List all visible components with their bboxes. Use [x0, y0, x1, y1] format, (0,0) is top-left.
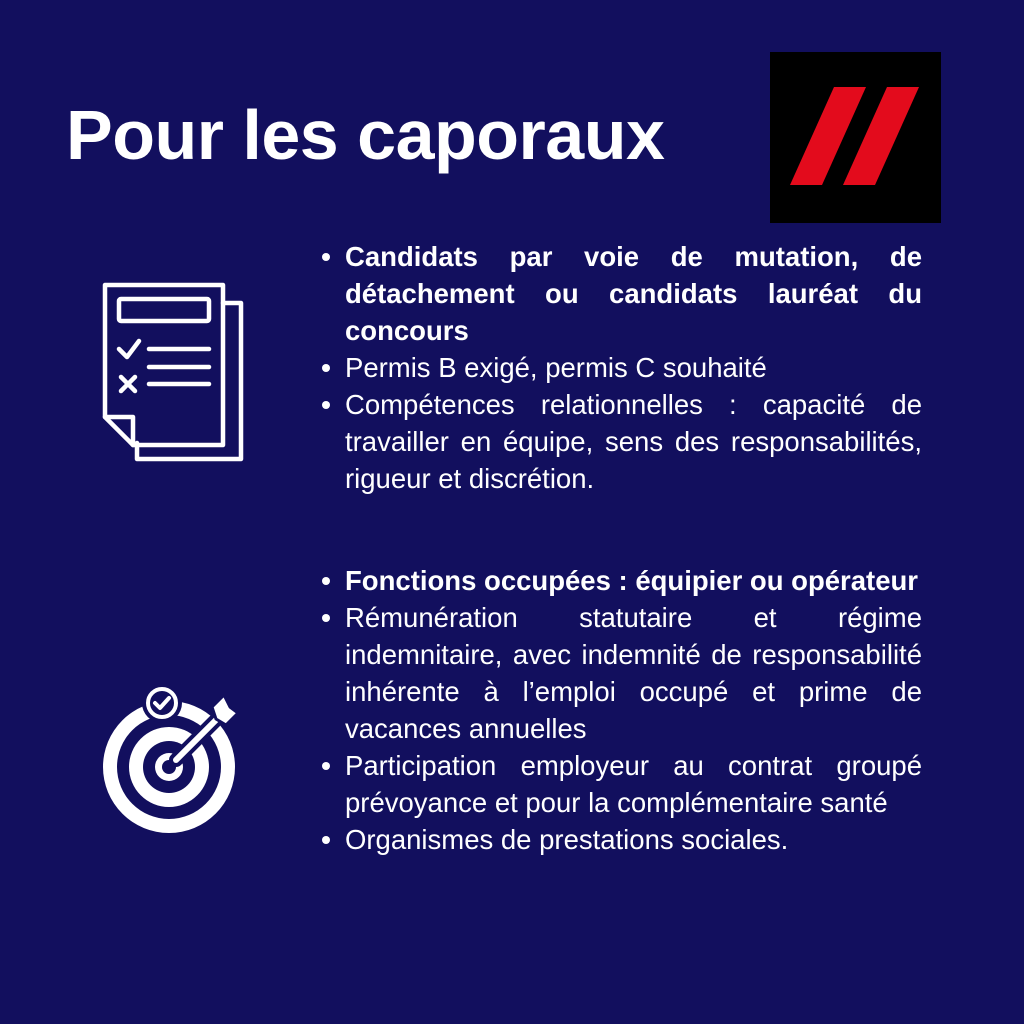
page-title: Pour les caporaux	[66, 96, 665, 174]
target-dart-icon	[98, 683, 250, 838]
double-slash-logo	[770, 52, 941, 223]
functions-list	[322, 562, 922, 858]
requirements-list	[322, 238, 922, 497]
list-item: Candidats par voie de mutation, de détachement ou candidats lauréat du concours	[322, 238, 922, 349]
list-item: Participation employeur au contrat groupé prévoyance et pour la complémentaire santé	[322, 747, 922, 821]
list-item: Permis B exigé, permis C souhaité	[322, 349, 922, 386]
list-item: Fonctions occupées : équipier ou opérateur	[322, 562, 922, 599]
checklist-document-icon	[95, 277, 250, 467]
list-item: Organismes de prestations sociales.	[322, 821, 922, 858]
list-item: Compétences relationnelles : capacité de travailler en équipe, sens des responsabilités, rigueur et discrétion.	[322, 386, 922, 497]
logo-graphic	[770, 52, 941, 223]
list-item: Rémunération statutaire et régime indemnitaire, avec indemnité de responsabilité inhérente à l’emploi occupé et prime de vacances annuelles	[322, 599, 922, 747]
